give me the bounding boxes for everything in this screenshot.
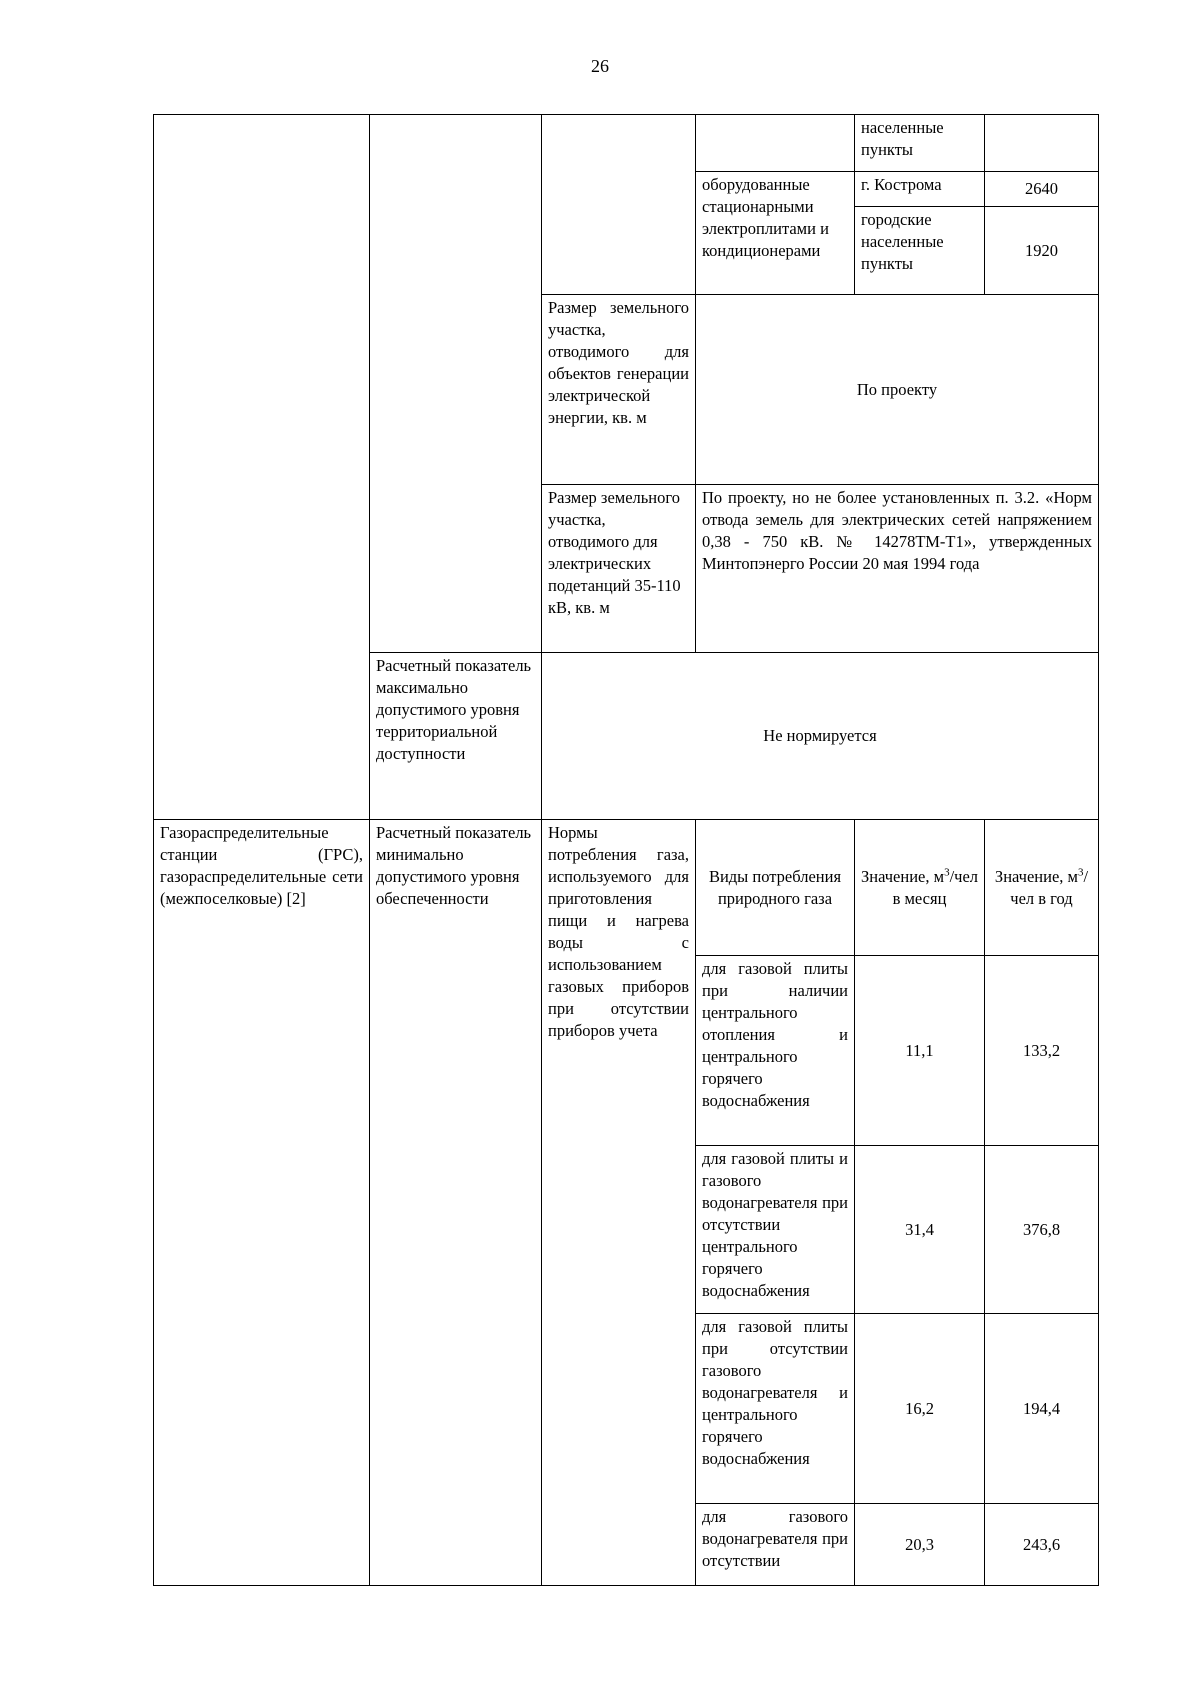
value-accessibility: Не нормируется: [542, 653, 1099, 820]
indicator-cell-empty: [370, 115, 542, 653]
equipment-cell-empty: [696, 115, 855, 172]
value-land-generation: По проекту: [696, 295, 1099, 485]
indicator-accessibility: Расчетный показатель максимально допустимого уровня территориальной доступности: [370, 653, 542, 820]
header-consumption-type: Виды потребления природного газа: [696, 820, 855, 956]
equipment-cell: оборудованные стационарными электроплитами и кондиционерами: [696, 172, 855, 295]
value-year-cell: 243,6: [985, 1504, 1099, 1586]
value-cell: 1920: [985, 207, 1099, 295]
value-month-cell: 16,2: [855, 1314, 985, 1504]
value-month-cell: 20,3: [855, 1504, 985, 1586]
value-cell: 2640: [985, 172, 1099, 207]
value-year-cell: 376,8: [985, 1146, 1099, 1314]
header-value-year: Значение, $м^3$/чел в год: [985, 820, 1099, 956]
settlement-cell: городские населенные пункты: [855, 207, 985, 295]
table-row: [154, 820, 1099, 956]
object-cell-empty: [154, 115, 370, 820]
value-year-cell: 133,2: [985, 956, 1099, 1146]
indicator-land-substations: Размер земельного участка, отводимого для электрических подетанций 35-110 кВ, кв. м: [542, 485, 696, 653]
norm-cell-empty: [542, 115, 696, 295]
consumption-type-cell: для газового водонагревателя при отсутствии: [696, 1504, 855, 1586]
settlement-cell: г. Кострома: [855, 172, 985, 207]
value-month-cell: 31,4: [855, 1146, 985, 1314]
value-land-substations: По проекту, но не более установленных п. 3.2. «Норм отвода земель для электрических сетей напряжением 0,38 - 750 кВ. № 14278ТМ-Т1», утвержденных Минтопэнерго России 20 мая 1994 года: [696, 485, 1099, 653]
settlement-cell: населенные пункты: [855, 115, 985, 172]
gas-indicator-cell: Расчетный показатель минимально допустимого уровня обеспеченности: [370, 820, 542, 1586]
consumption-type-cell: для газовой плиты при отсутствии газового водонагревателя и центрального горячего водоснабжения: [696, 1314, 855, 1504]
gas-norm-cell: Нормы потребления газа, используемого для приготовления пищи и нагрева воды с использованием газовых приборов при отсутствии приборов учета: [542, 820, 696, 1586]
value-month-cell: 11,1: [855, 956, 985, 1146]
indicator-land-generation: Размер земельного участка, отводимого для объектов генерации электрической энергии, кв. м: [542, 295, 696, 485]
consumption-type-cell: для газовой плиты и газового водонагревателя при отсутствии центрального горячего водоснабжения: [696, 1146, 855, 1314]
consumption-type-cell: для газовой плиты при наличии центрального отопления и центрального горячего водоснабжения: [696, 956, 855, 1146]
page-number: 26: [591, 56, 609, 76]
norms-table: [153, 114, 1099, 1586]
value-year-cell: 194,4: [985, 1314, 1099, 1504]
header-value-month: Значение, $м^3$/чел в месяц: [855, 820, 985, 956]
gas-object-cell: Газораспределительные станции (ГРС), газораспределительные сети (межпоселковые) [2]: [154, 820, 370, 1586]
value-cell-empty: [985, 115, 1099, 172]
table-row: [154, 115, 1099, 172]
